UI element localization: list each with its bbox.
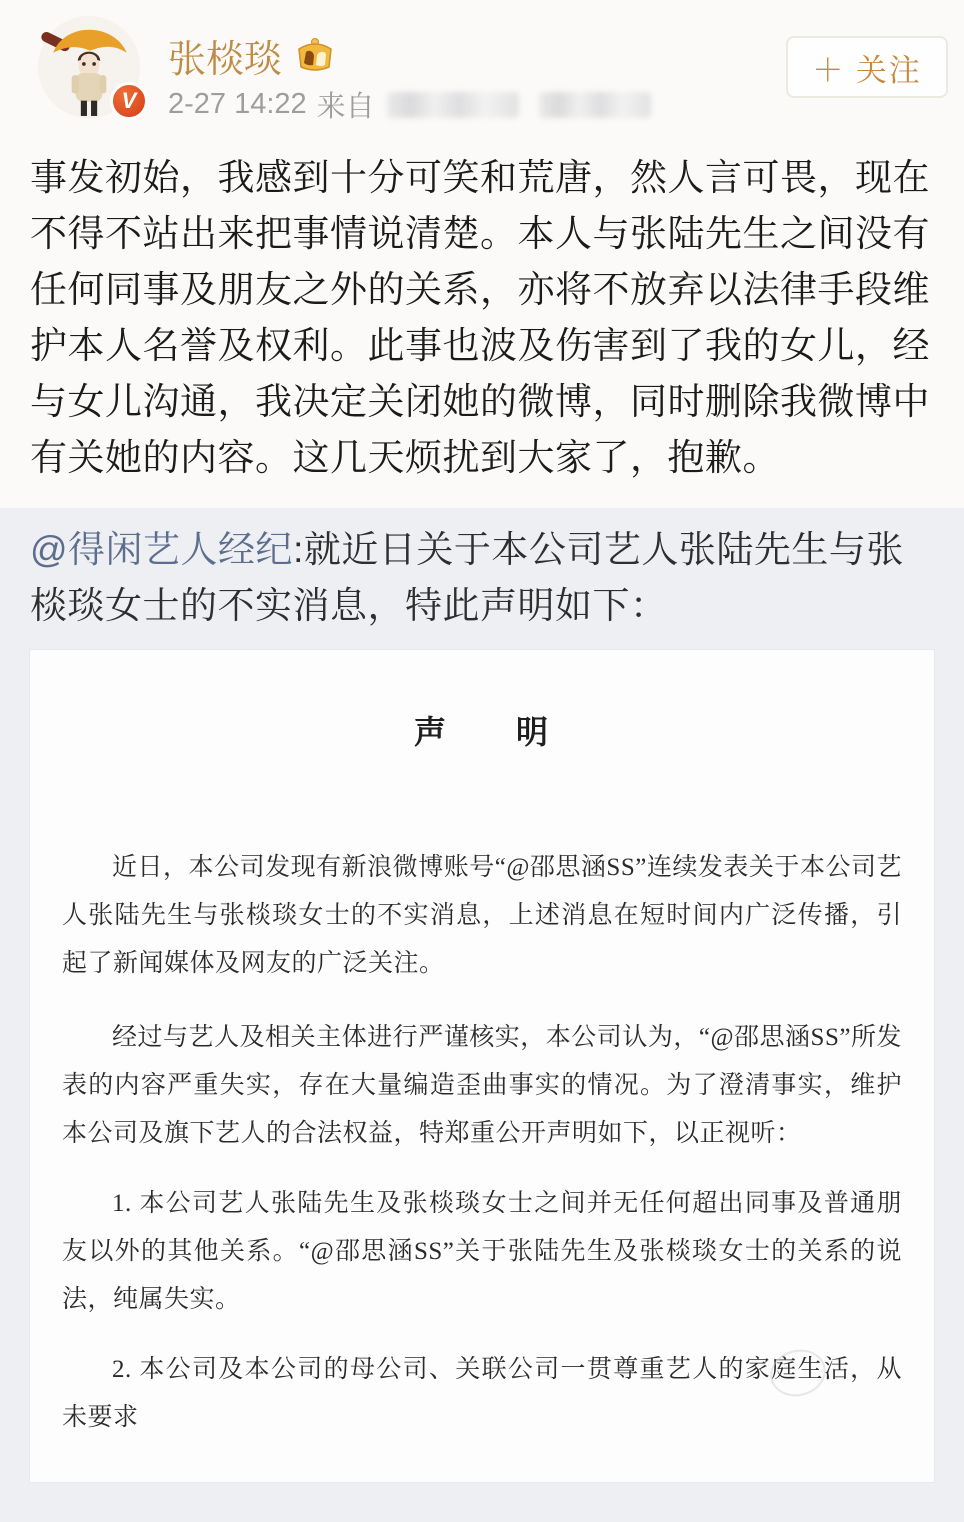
statement-paragraph-2: 经过与艺人及相关主体进行严谨核实，本公司认为，“@邵思涵SS”所发表的内容严重失实，存在大量编造歪曲事实的情况。为了澄清事实，维护本公司及旗下艺人的合法权益，特郑重公开声明如下，以正视听： (62, 1024, 902, 1147)
statement-point-2: 2. 本公司及本公司的母公司、关联公司一贯尊重艺人的家庭生活，从未要求 (62, 1356, 902, 1431)
blurred-source-segment (387, 92, 519, 118)
quoted-user-link[interactable]: @得闲艺人经纪 (30, 529, 294, 570)
post-content: 事发初始，我感到十分可笑和荒唐，然人言可畏，现在不得不站出来把事情说清楚。本人与张陆先生之间没有任何同事及朋友之外的关系，亦将不放弃以法律手段维护本人名誉及权利。此事也波及伤害到了我的女儿，经与女儿沟通，我决定关闭她的微博，同时删除我微博中有关她的内容。这几天烦扰到大家了，抱歉。 (30, 157, 930, 478)
name-row (168, 28, 336, 83)
quoted-repost[interactable] (0, 508, 964, 1522)
statement-point-1: 1. 本公司艺人张陆先生及张棪琰女士之间并无任何超出同事及普通朋友以外的其他关系。“@邵思涵SS”关于张陆先生及张棪琰女士的关系的说法，纯属失实。 (62, 1190, 902, 1313)
vip-crown-icon (294, 37, 336, 75)
timestamp: 2-27 14:22 (168, 88, 307, 120)
blurred-source-segment (539, 92, 651, 118)
username[interactable]: 张棪琰 (168, 39, 283, 81)
post-header (0, 0, 964, 122)
source-prefix: 来自 (316, 91, 375, 123)
quote-text-block (30, 522, 936, 634)
avatar[interactable] (38, 16, 140, 118)
quote-text: :就近日关于本公司艺人张陆先生与张棪琰女士的不实消息，特此声明如下： (30, 529, 904, 626)
statement-paragraph-1: 近日，本公司发现有新浪微博账号“@邵思涵SS”连续发表关于本公司艺人张陆先生与张棪琰女士的不实消息，上述消息在短时间内广泛传播，引起了新闻媒体及网友的广泛关注。 (62, 854, 902, 977)
statement-document-image[interactable] (30, 650, 934, 1482)
verified-badge-icon: V (110, 82, 148, 120)
post-section (0, 0, 964, 486)
time-row (168, 84, 651, 125)
follow-button-label: ＋ 关注 (812, 52, 922, 88)
statement-title: 声 明 (413, 714, 550, 750)
follow-button[interactable] (786, 36, 948, 98)
